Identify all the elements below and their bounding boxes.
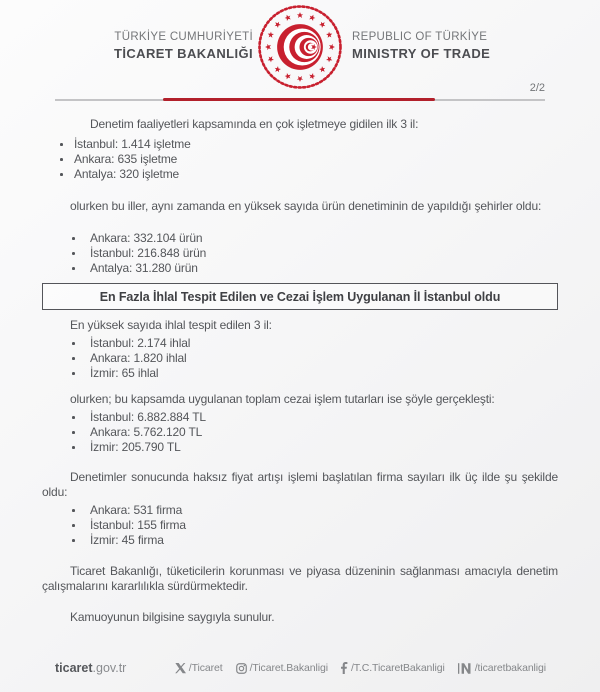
social-instagram: [236, 662, 328, 674]
list-item: Antalya: 31.280 ürün: [42, 261, 558, 276]
bullet-icon: [60, 173, 63, 176]
ministry-of-trade-emblem-icon: [256, 3, 344, 91]
list-businesses-visited: [42, 137, 558, 182]
list-item: İstanbul: 6.882.884 TL: [42, 410, 558, 425]
paragraph-inspections-intro: Denetim faaliyetleri kapsamında en çok işletmeye gidilen ilk 3 il:: [90, 117, 419, 131]
list-item: İstanbul: 2.174 ihlal: [42, 336, 558, 351]
list-item: Ankara: 1.820 ihlal: [42, 351, 558, 366]
bullet-icon: [72, 539, 75, 542]
social-x: [175, 662, 223, 674]
nsosyal-icon: [458, 663, 472, 674]
ministry-name-tr-line1: TÜRKİYE CUMHURİYETİ: [114, 31, 253, 43]
bullet-icon: [72, 237, 75, 240]
page-number: 2/2: [529, 82, 545, 94]
list-item: Antalya: 320 işletme: [42, 167, 558, 182]
bullet-icon: [72, 524, 75, 527]
list-firms: [42, 503, 558, 548]
website-url: ticaret.gov.tr: [55, 661, 127, 675]
paragraph-closing: Kamuoyunun bilgisine saygıyla sunulur.: [70, 610, 275, 624]
paragraph-ministry-commitment: Ticaret Bakanlığı, tüketicilerin korunması ve piyasa düzeninin sağlanması amacıyla denetim çalışmalarını kararlılıkla sürdürmektedir.: [42, 564, 558, 593]
bullet-icon: [72, 252, 75, 255]
ministry-name-tr-line2: TİCARET BAKANLIĞI: [114, 46, 253, 61]
bullet-icon: [60, 158, 63, 161]
facebook-icon: [341, 662, 348, 674]
paragraph-product-inspections-intro: olurken bu iller, aynı zamanda en yüksek sayıda ürün denetiminin de yapıldığı şehirler oldu:: [70, 199, 542, 213]
ministry-name-turkish: [40, 30, 253, 62]
list-item: İstanbul: 216.848 ürün: [42, 246, 558, 261]
ministry-name-english: [352, 30, 490, 62]
list-item: Ankara: 332.104 ürün: [42, 231, 558, 246]
social-media-bar: [175, 662, 546, 674]
social-nsosyal: [458, 662, 546, 674]
paragraph-penalties-intro: olurken; bu kapsamda uygulanan toplam cezai işlem tutarları ise şöyle gerçekleşti:: [70, 392, 495, 406]
bullet-icon: [72, 342, 75, 345]
bullet-icon: [72, 267, 75, 270]
list-products-inspected: [42, 231, 558, 276]
bullet-icon: [72, 372, 75, 375]
list-item: İstanbul: 1.414 işletme: [42, 137, 558, 152]
bullet-icon: [60, 143, 63, 146]
list-violations: [42, 336, 558, 381]
list-item: İzmir: 65 ihlal: [42, 366, 558, 381]
ministry-name-en-line2: MINISTRY OF TRADE: [352, 46, 491, 61]
list-item: İstanbul: 155 firma: [42, 518, 558, 533]
bullet-icon: [72, 416, 75, 419]
paragraph-violations-intro: En yüksek sayıda ihlal tespit edilen 3 il:: [70, 318, 272, 332]
ministry-name-en-line1: REPUBLIC OF TÜRKİYE: [352, 31, 488, 43]
list-item: İzmir: 205.790 TL: [42, 440, 558, 455]
headline-box: [42, 283, 558, 310]
social-handle: /ticaretbakanligi: [474, 662, 546, 674]
bullet-icon: [72, 357, 75, 360]
bullet-icon: [72, 446, 75, 449]
headline-text: En Fazla İhlal Tespit Edilen ve Cezai İşlem Uygulanan İl İstanbul oldu: [99, 289, 501, 304]
list-penalty-amounts: [42, 410, 558, 455]
social-handle: /Ticaret: [188, 662, 223, 674]
bullet-icon: [72, 431, 75, 434]
list-item: İzmir: 45 firma: [42, 533, 558, 548]
social-handle: /Ticaret.Bakanligi: [249, 662, 328, 674]
list-item: Ankara: 531 firma: [42, 503, 558, 518]
instagram-icon: [236, 663, 247, 674]
paragraph-price-increase-firms-intro: Denetimler sonucunda haksız fiyat artışı işlemi başlatılan firma sayıları ilk üç ilde şu şekilde oldu:: [42, 470, 558, 499]
social-facebook: [341, 662, 445, 674]
bullet-icon: [72, 509, 75, 512]
list-item: Ankara: 5.762.120 TL: [42, 425, 558, 440]
social-handle: /T.C.TicaretBakanligi: [350, 662, 445, 674]
divider-line-red: [163, 98, 435, 102]
list-item: Ankara: 635 işletme: [42, 152, 558, 167]
x-icon: [175, 663, 186, 674]
